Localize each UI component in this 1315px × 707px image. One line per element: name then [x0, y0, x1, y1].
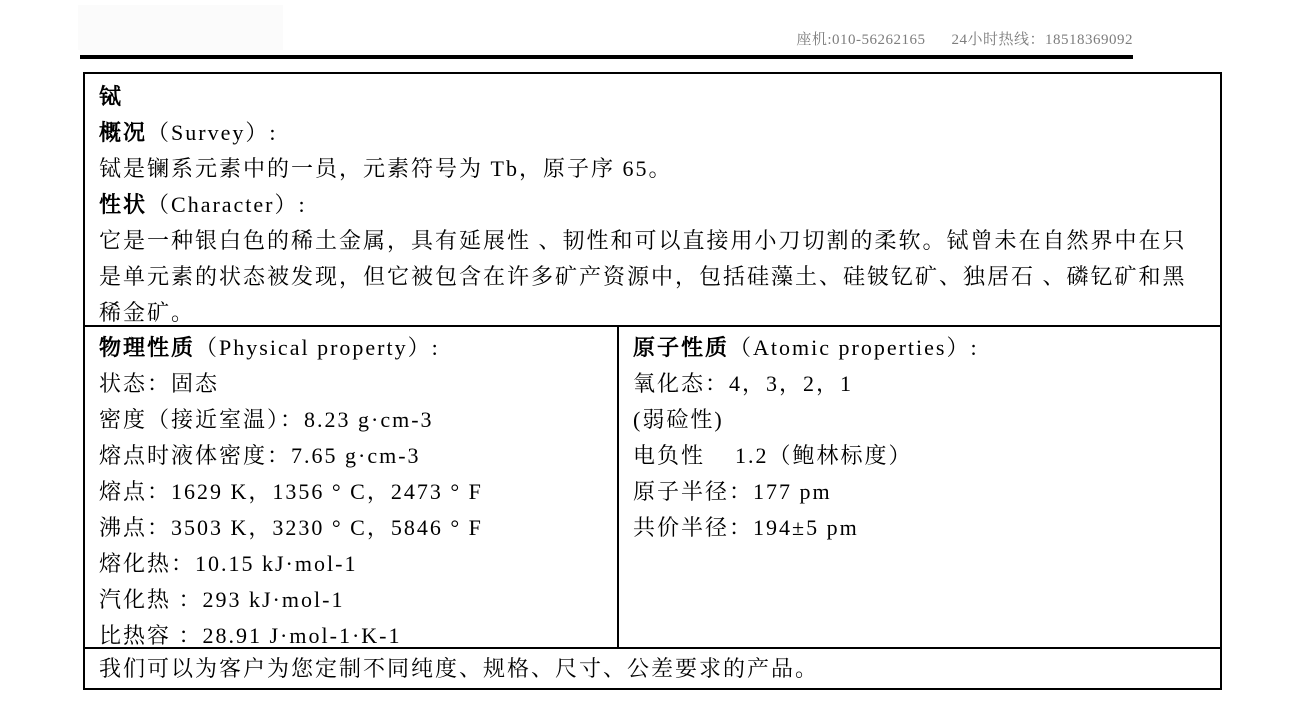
character-heading: [99, 187, 1206, 223]
intro-section: [85, 74, 1220, 327]
physical-row-density: 密度（接近室温）：8.23 g·cm-3: [99, 407, 434, 432]
physical-heading: [99, 330, 603, 366]
header-contact: [796, 28, 1133, 49]
physical-row-specific-heat: 比热容 ：28.91 J·mol-1·K-1: [99, 623, 402, 648]
physical-row-liquid-density: 熔点时液体密度：7.65 g·cm-3: [99, 443, 421, 468]
physical-row-boiling-point: 沸点：3503 K，3230 ° C，5846 ° F: [99, 515, 483, 540]
atomic-properties-column: [619, 327, 1220, 647]
survey-text: 铽是镧系元素中的一员，元素符号为 Tb，原子序 65。: [99, 156, 673, 181]
character-heading-en: （Character）:: [147, 192, 307, 217]
physical-row-melting-point: 熔点：1629 K，1356 ° C，2473 ° F: [99, 479, 483, 504]
footer-note-text: 我们可以为客户为您定制不同纯度、规格、尺寸、公差要求的产品。: [99, 656, 820, 681]
atomic-heading-en: （Atomic properties）:: [729, 335, 979, 360]
character-heading-zh: 性状: [99, 192, 148, 217]
header-divider: [80, 55, 1133, 59]
character-text: 它是一种银白色的稀土金属，具有延展性 、韧性和可以直接用小刀切割的柔软。铽曾未在自然界中在只是单元素的状态被发现，但它被包含在许多矿产资源中，包括硅藻土、硅铍钇矿、独居石 、磷钇矿和黑稀金矿。: [99, 228, 1187, 325]
physical-properties-column: [85, 327, 619, 647]
physical-heading-zh: 物理性质: [99, 335, 196, 360]
header-hotline: 24小时热线：18518369092: [951, 32, 1133, 48]
physical-row-heat-of-fusion: 熔化热：10.15 kJ·mol-1: [99, 551, 358, 576]
footer-note-row: [85, 649, 1220, 690]
header-phone: 座机:010-56262165: [796, 32, 926, 48]
logo-image: [78, 5, 283, 50]
atomic-row-covalent-radius: 共价半径：194±5 pm: [633, 515, 859, 540]
atomic-row-basicity: (弱硷性): [633, 407, 724, 432]
atomic-row-atomic-radius: 原子半径：177 pm: [633, 479, 832, 504]
atomic-row-electronegativity: 电负性 1.2（鲍林标度）: [633, 443, 913, 468]
physical-heading-en: （Physical property）:: [195, 335, 440, 360]
properties-section: [85, 327, 1220, 649]
content-table: [83, 72, 1222, 690]
survey-heading-zh: 概况: [99, 120, 148, 145]
survey-heading: [99, 115, 1206, 151]
atomic-row-oxidation-states: 氧化态：4，3，2，1: [633, 371, 854, 396]
atomic-heading: [633, 330, 1206, 366]
physical-row-heat-of-vaporization: 汽化热 ：293 kJ·mol-1: [99, 587, 345, 612]
survey-heading-en: （Survey）:: [147, 120, 278, 145]
element-title: 铽: [99, 84, 124, 109]
atomic-heading-zh: 原子性质: [633, 335, 730, 360]
physical-row-state: 状态：固态: [99, 371, 220, 396]
